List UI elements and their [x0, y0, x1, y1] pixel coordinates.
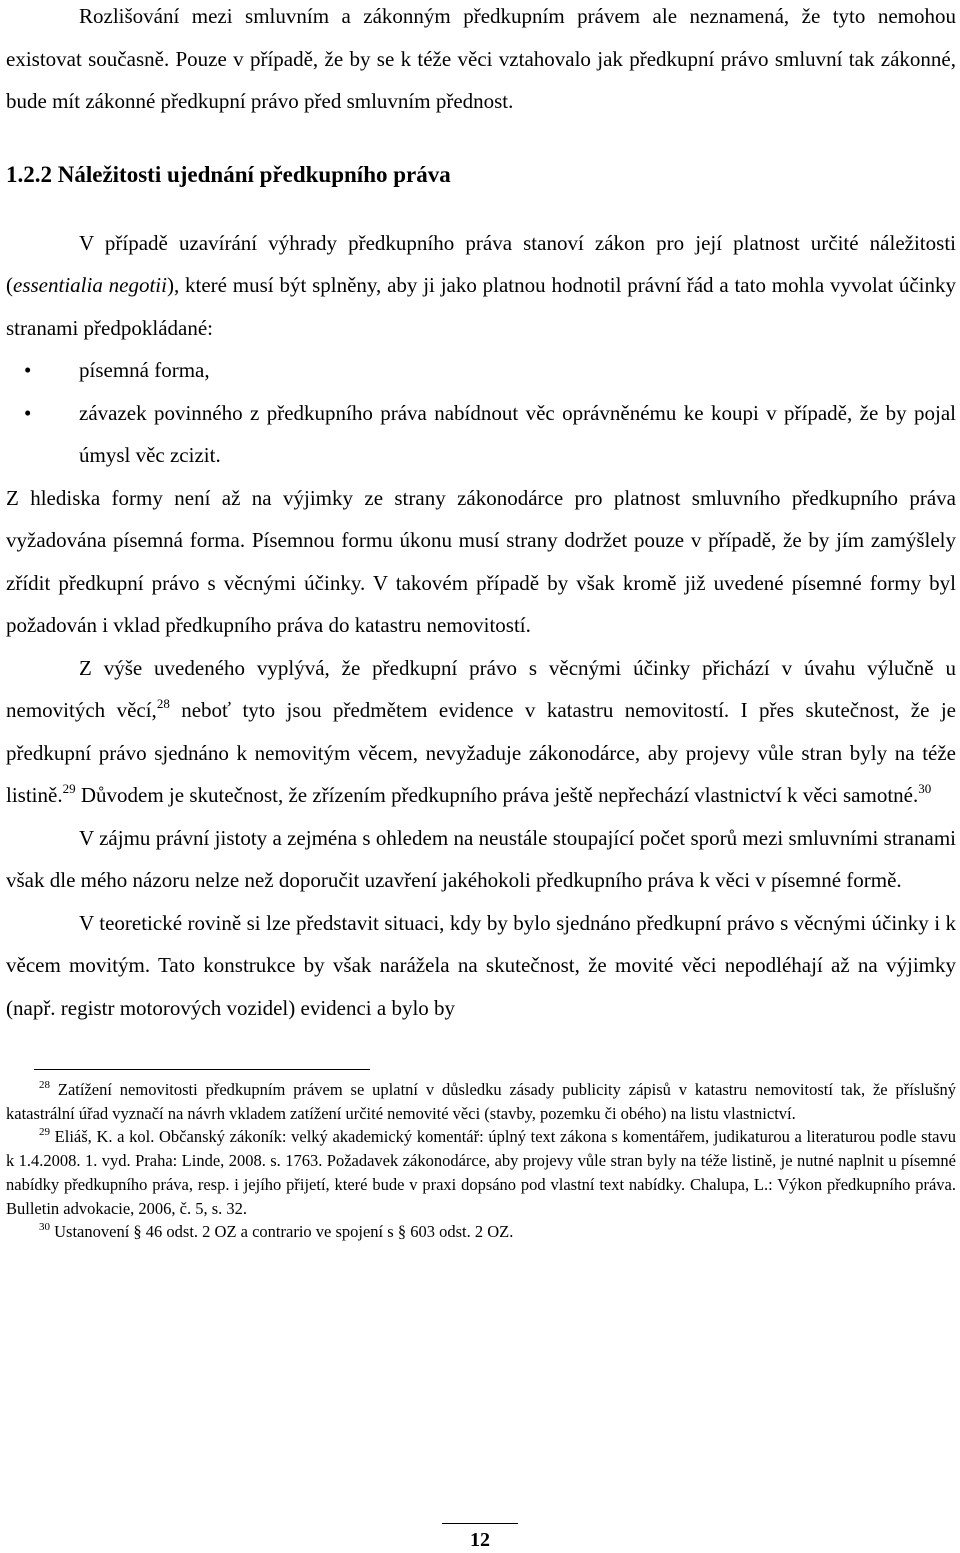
list-item-text: závazek povinného z předkupního práva nabídnout věc oprávněnému ke koupi v případě, že by pojal úmysl věc zcizit.: [79, 400, 956, 467]
footnote-number: 29: [39, 1126, 50, 1139]
section-heading: 1.2.2 Náležitosti ujednání předkupního práva: [6, 161, 451, 187]
real-effects-part-b: neboť tyto jsou předmětem evidence v katastru nemovitostí. I přes skutečnost, že je předkupní právo sjednáno k nemovitým věcem, nevyžaduje zákonodárce, aby projevy vůle stran byly na téže listině.: [6, 698, 957, 807]
paragraph-priority-rule: Rozlišování mezi smluvním a zákonným předkupním právem ale neznamená, že tyto nemohou existovat současně. Pouze v případě, že by se k téže věci vztahovalo jak předkupní právo smluvní tak zákonné, bude mít zákonné předkupní právo před smluvním přednost.: [6, 4, 956, 113]
essentialia-negotii-term: essentialia negotii: [13, 273, 167, 297]
bullet-icon: •: [24, 400, 32, 425]
footnote-text: Zatížení nemovitosti předkupním právem se uplatní v důsledku zásady publicity zápisů v katastru nemovitostí tak, že příslušný katastrální úřad vyznačí na návrh vkladem zatížení určité nemovité věci (stavby, pozemku či obého) na listu vlastnictví.: [6, 1080, 956, 1123]
page-number-rule: [442, 1523, 518, 1524]
page-footer: [0, 1523, 960, 1550]
requirements-list: [6, 349, 956, 477]
footnote-number: 28: [39, 1079, 50, 1091]
footnotes: [6, 1078, 956, 1244]
list-item: [6, 392, 956, 477]
footnote-ref-30[interactable]: 30: [918, 781, 932, 796]
page-number: 12: [470, 1529, 490, 1551]
footnote-number: 30: [39, 1221, 50, 1234]
footnote-text: Ustanovení § 46 odst. 2 OZ a contrario ve spojení s § 603 odst. 2 OZ.: [50, 1222, 514, 1242]
bullet-icon: •: [24, 358, 32, 382]
real-effects-part-c: Důvodem je skutečnost, že zřízením předkupního práva ještě nepřechází vlastnictví k věci samotné.: [75, 783, 919, 807]
footnote-28: [6, 1078, 956, 1125]
real-effects-part-a: Z výše uvedeného vyplývá, že předkupní právo s věcnými účinky přichází v úvahu výlučně u nemovitých věcí,: [6, 655, 956, 722]
paragraph-legal-certainty: V zájmu právní jistoty a zejména s ohledem na neustále stoupající počet sporů mezi smluvními stranami však dle mého názoru nelze než doporučit uzavření jakéhokoli předkupního práva k věci v písemné formě.: [6, 825, 956, 892]
footnote-29: [6, 1125, 956, 1220]
list-item-text: písemná forma,: [79, 358, 210, 382]
requirements-intro-end: ), které musí být splněny, aby ji jako platnou hodnotil právní řád a tato mohla vyvolat účinky stranami předpokládané:: [6, 273, 956, 340]
document-page: [6, 0, 956, 1244]
footnote-divider: [34, 1069, 370, 1070]
paragraph-real-effects: [6, 647, 956, 817]
paragraph-movable-things: V teoretické rovině si lze představit situaci, kdy by bylo sjednáno předkupní právo s věcnými účinky i k věcem movitým. Tato konstrukce by však narážela na skutečnost, že movité věci nepodléhají až na výjimky (např. registr motorových vozidel) evidenci a bylo by: [6, 910, 956, 1020]
list-item: [6, 349, 956, 392]
paragraph-requirements-intro: [6, 222, 956, 350]
footnote-ref-29[interactable]: 29: [62, 781, 76, 796]
footnote-30: [6, 1220, 956, 1244]
footnote-text: Eliáš, K. a kol. Občanský zákoník: velký akademický komentář: úplný text zákona s komentářem, judikaturou a literaturou podle stavu k 1.4.2008. 1. vyd. Praha: Linde, 2008. s. 1763. Požadavek zákonodárce, aby projevy vůle stran byly na téže listině, je nutné naplnit u písemné nabídky předkupního práva, resp. i jejího přijetí, které bude v praxi dopsáno pod vlastní text nabídky. Chalupa, L.: Výkon předkupního práva. Bulletin advokacie, 2006, č. 5, s. 32.: [6, 1127, 956, 1218]
footnote-ref-28[interactable]: 28: [156, 696, 170, 711]
paragraph-form-requirements: Z hlediska formy není až na výjimky ze strany zákonodárce pro platnost smluvního předkupního práva vyžadována písemná forma. Písemnou formu úkonu musí strany dodržet pouze v případě, že by jím zamýšlely zřídit předkupní právo s věcnými účinky. V takovém případě by však kromě již uvedené písemné formy byl požadován i vklad předkupního práva do katastru nemovitostí.: [6, 485, 956, 637]
requirements-intro-start: V případě uzavírání výhrady předkupního práva stanoví zákon pro její platnost určité náležitosti (: [6, 230, 956, 297]
